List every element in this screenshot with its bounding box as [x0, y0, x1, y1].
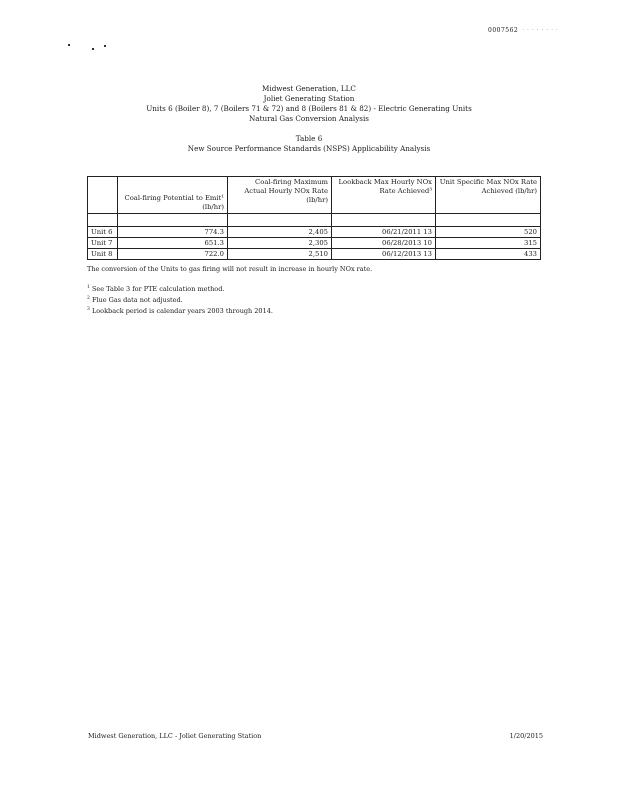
table-number: Table 6: [295, 134, 323, 143]
pte-value: 651.3: [118, 238, 228, 249]
station-name: Joliet Generating Station: [263, 94, 355, 103]
achieved-value: 433: [436, 249, 541, 260]
footnote-1: $^1$ See Table 3 for PTE calculation method.: [87, 285, 225, 294]
table-row: [88, 249, 541, 260]
column-header: Coal-firing Maximum Actual Hourly NOx Rate (lb/hr): [228, 177, 332, 214]
page-footer: [88, 732, 543, 740]
lookback-value: 06/21/2011 13: [332, 227, 436, 238]
nsps-table: [87, 176, 541, 260]
scan-speck: [92, 48, 94, 50]
achieved-value: 520: [436, 227, 541, 238]
achieved-value: 315: [436, 238, 541, 249]
lookback-value: 06/12/2013 13: [332, 249, 436, 260]
bates-number: 0007562 · · · · · · · ·: [488, 27, 559, 34]
lookback-value: 06/28/2013 10: [332, 238, 436, 249]
column-header: Coal-firing Potential to Emit¹ (lb/hr): [118, 177, 228, 214]
table-spacer-row: [88, 214, 541, 227]
max-actual-value: 2,510: [228, 249, 332, 260]
pte-value: 774.3: [118, 227, 228, 238]
column-header: Lookback Max Hourly NOx Rate Achieved³: [332, 177, 436, 214]
footnote-3: $^3$ Lookback period is calendar years 2003 through 2014.: [87, 307, 273, 316]
company-name: Midwest Generation, LLC: [262, 84, 356, 93]
footer-company: Midwest Generation, LLC - Joliet Generating Station: [88, 732, 262, 740]
summary-note: The conversion of the Units to gas firing will not result in increase in hourly NOx rate.: [87, 265, 373, 273]
footnote-2: $^2$ Flue Gas data not adjusted.: [87, 296, 183, 305]
unit-label: Unit 7: [88, 238, 118, 249]
unit-label: Unit 8: [88, 249, 118, 260]
column-header: [88, 177, 118, 214]
pte-value: 722.0: [118, 249, 228, 260]
scan-speck: [68, 44, 70, 46]
analysis-name: Natural Gas Conversion Analysis: [249, 114, 369, 123]
document-header: [0, 84, 618, 154]
footer-date: 1/20/2015: [509, 732, 543, 740]
scan-speck: [104, 45, 106, 47]
table-title: New Source Performance Standards (NSPS) Applicability Analysis: [187, 144, 431, 153]
table-row: [88, 238, 541, 249]
units-description: Units 6 (Boiler 8), 7 (Boilers 71 & 72) and 8 (Boilers 81 & 82) - Electric Generating Units: [146, 104, 472, 113]
table-row: [88, 227, 541, 238]
max-actual-value: 2,405: [228, 227, 332, 238]
unit-label: Unit 6: [88, 227, 118, 238]
table-header-row: [88, 177, 541, 214]
column-header: Unit Specific Max NOx Rate Achieved (lb/hr): [436, 177, 541, 214]
max-actual-value: 2,305: [228, 238, 332, 249]
